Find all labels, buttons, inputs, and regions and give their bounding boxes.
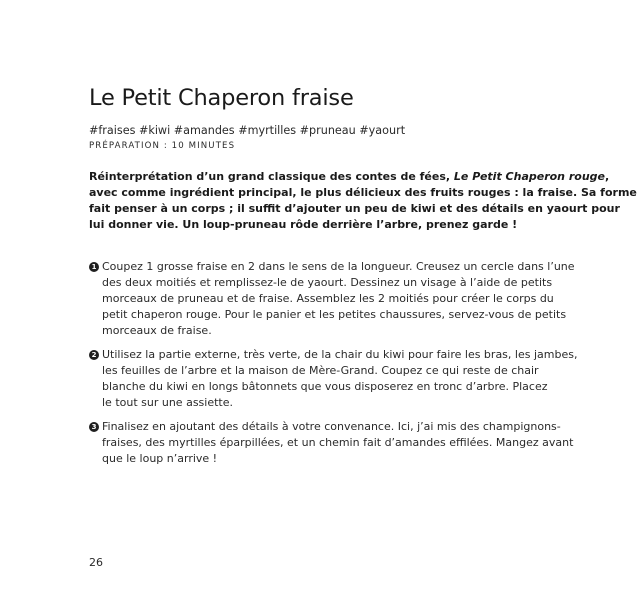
step-line: que le loup n’arrive ! xyxy=(102,452,218,465)
step-line: Finalisez en ajoutant des détails à votre convenance. Ici, j’ai mis des champignons- xyxy=(102,420,561,433)
step-line: blanche du kiwi en longs bâtonnets que vous disposerez en tronc d’arbre. Placez xyxy=(102,380,548,393)
step-text xyxy=(102,419,574,467)
step-line: le tout sur une assiette. xyxy=(102,396,233,409)
step-line: Coupez 1 grosse fraise en 2 dans le sens de la longueur. Creusez un cercle dans l’une xyxy=(102,260,575,273)
intro-italic-title: Le Petit Chaperon rouge xyxy=(453,170,605,183)
preparation-time: PRÉPARATION : 10 MINUTES xyxy=(89,141,236,151)
intro-line: fait penser à un corps ; il suffit d’ajouter un peu de kiwi et des détails en yaourt pour xyxy=(89,202,620,215)
intro-line xyxy=(89,169,610,185)
step-line: Utilisez la partie externe, très verte, de la chair du kiwi pour faire les bras, les jambes, xyxy=(102,348,578,361)
step-line: fraises, des myrtilles éparpillées, et un chemin fait d’amandes effilées. Mangez avant xyxy=(102,436,574,449)
step-line: petit chaperon rouge. Pour le panier et les petites chaussures, servez-vous de petits xyxy=(102,308,567,321)
step-line: des deux moitiés et remplissez-le de yaourt. Dessinez un visage à l’aide de petits xyxy=(102,276,553,289)
recipe-tags: #fraises #kiwi #amandes #myrtilles #pruneau #yaourt xyxy=(89,124,406,137)
step-number-badge: 2 xyxy=(89,350,99,360)
step-number-badge: 3 xyxy=(89,422,99,432)
step-text xyxy=(102,347,578,411)
step-line: morceaux de fraise. xyxy=(102,324,212,337)
intro-line: lui donner vie. Un loup-pruneau rôde derrière l’arbre, prenez garde ! xyxy=(89,218,518,231)
page-number: 26 xyxy=(89,556,103,569)
recipe-title: Le Petit Chaperon fraise xyxy=(89,85,354,111)
step-number-badge: 1 xyxy=(89,262,99,272)
intro-line: avec comme ingrédient principal, le plus délicieux des fruits rouges : la fraise. Sa forme xyxy=(89,186,637,199)
intro-text: Réinterprétation d’un grand classique des contes de fées, xyxy=(89,170,454,183)
step-text xyxy=(102,259,575,339)
step-line: les feuilles de l’arbre et la maison de Mère-Grand. Coupez ce qui reste de chair xyxy=(102,364,539,377)
recipe-intro xyxy=(89,169,637,233)
intro-text: , xyxy=(605,170,610,183)
step-line: morceaux de pruneau et de fraise. Assemblez les 2 moitiés pour créer le corps du xyxy=(102,292,554,305)
